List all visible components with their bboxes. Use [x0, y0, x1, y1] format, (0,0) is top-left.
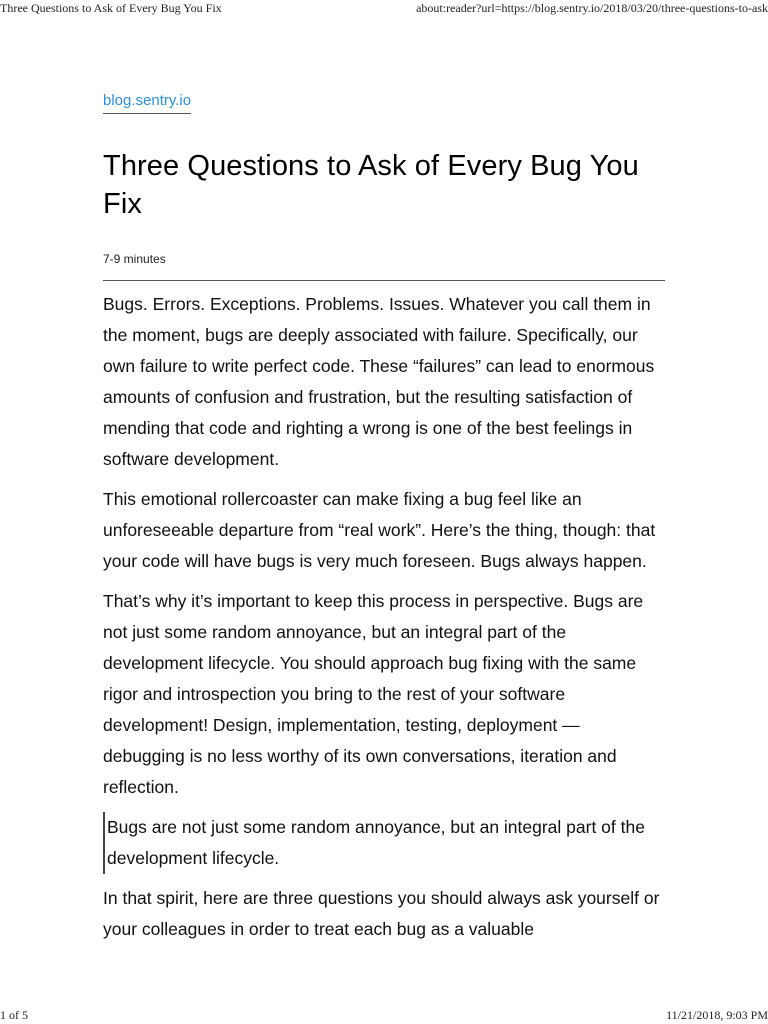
- domain-link[interactable]: blog.sentry.io: [103, 92, 191, 114]
- article-content: [103, 289, 665, 945]
- paragraph: This emotional rollercoaster can make fixing a bug feel like an unforeseeable departure from “real work”. Here’s the thing, though: that your code will have bugs is very much foreseen. Bugs always happen.: [103, 489, 656, 571]
- reading-time: 7-9 minutes: [103, 252, 166, 266]
- page-number: 1 of 5: [0, 1008, 28, 1022]
- pull-quote: Bugs are not just some random annoyance, but an integral part of the development lifecycle.: [103, 812, 665, 874]
- reader-view: [103, 92, 665, 954]
- paragraph: In that spirit, here are three questions you should always ask yourself or your colleagues in order to treat each bug as a valuable: [103, 888, 660, 939]
- header-divider: [103, 280, 665, 281]
- print-header-url: about:reader?url=https://blog.sentry.io/2018/03/20/three-questions-to-ask: [416, 1, 768, 15]
- print-header-title: Three Questions to Ask of Every Bug You Fix: [0, 1, 222, 15]
- article-title: Three Questions to Ask of Every Bug You Fix: [103, 150, 639, 220]
- paragraph: Bugs. Errors. Exceptions. Problems. Issues. Whatever you call them in the moment, bugs are deeply associated with failure. Specifically, our own failure to write perfect code. These “failures” can lead to enormous amounts of confusion and frustration, but the resulting satisfaction of mending that code and righting a wrong is one of the best feelings in software development.: [103, 294, 655, 469]
- print-timestamp: 11/21/2018, 9:03 PM: [666, 1008, 768, 1022]
- paragraph: That’s why it’s important to keep this process in perspective. Bugs are not just some random annoyance, but an integral part of the development lifecycle. You should approach bug fixing with the same rigor and introspection you bring to the rest of your software development! Design, implementation, testing, deployment — debugging is no less worthy of its own conversations, iteration and reflection.: [103, 591, 644, 797]
